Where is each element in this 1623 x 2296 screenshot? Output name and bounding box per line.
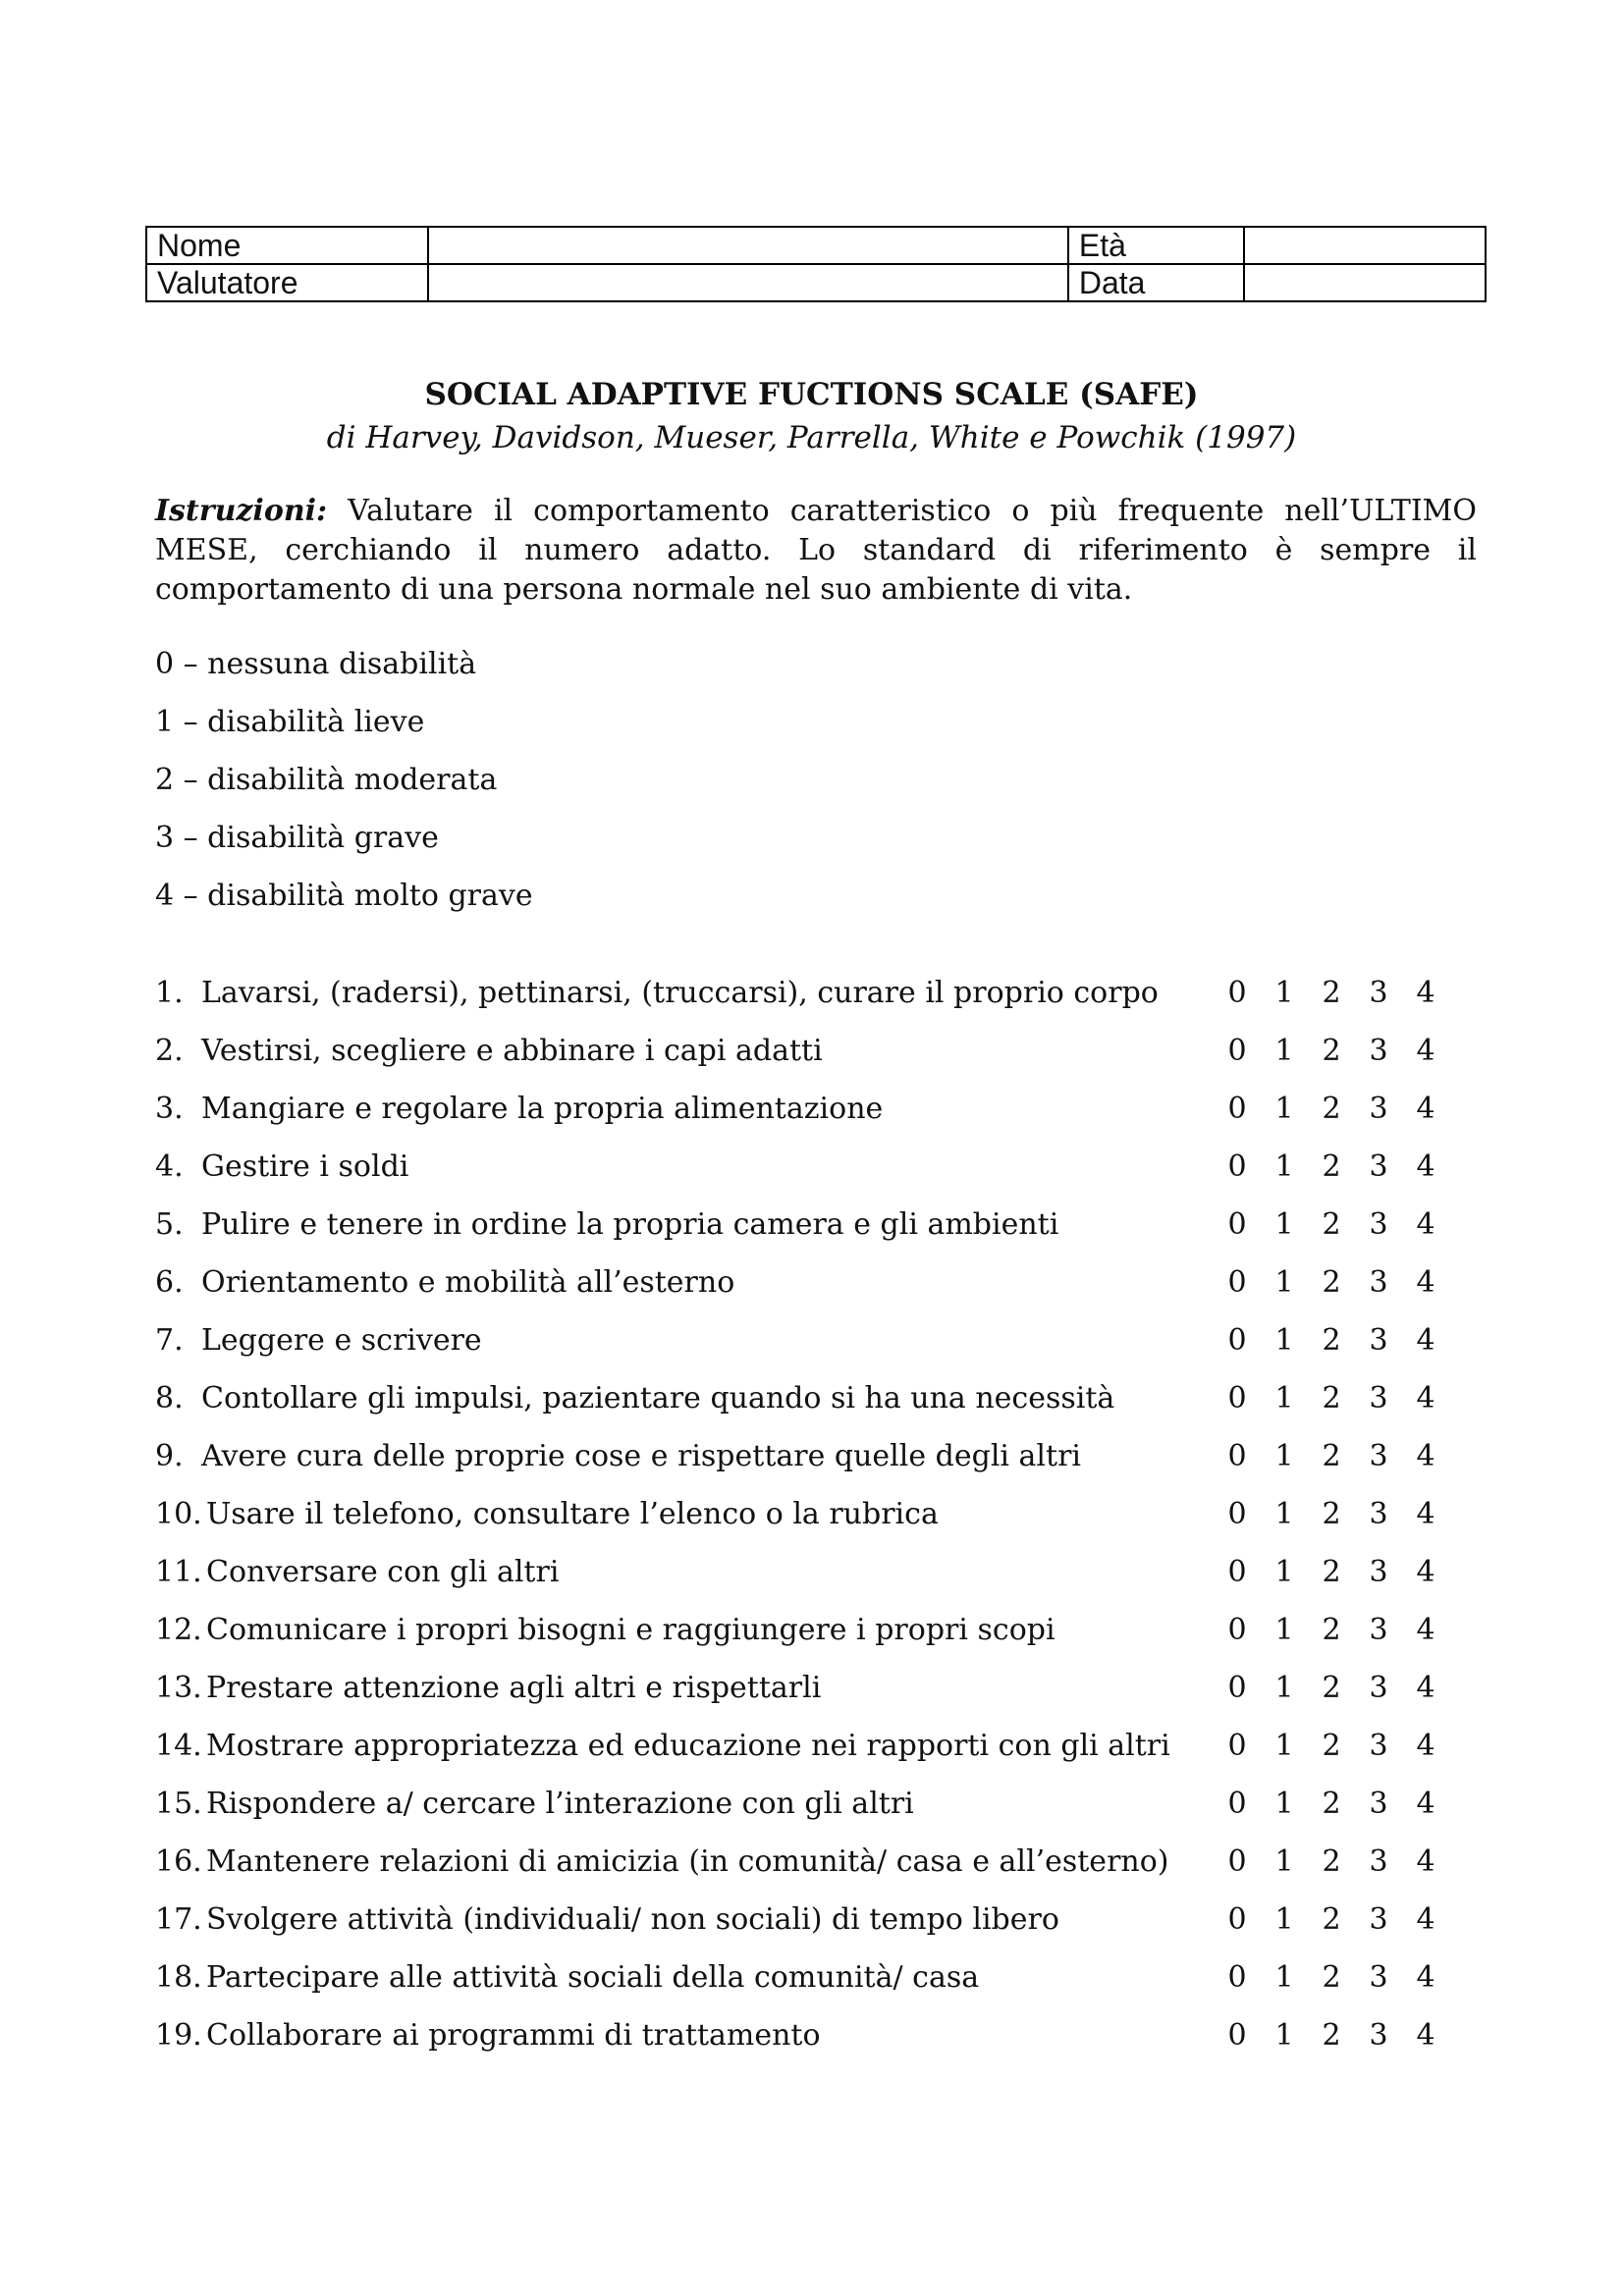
score-option-4[interactable]: 4 — [1416, 1207, 1435, 1242]
list-item — [155, 1611, 1435, 1669]
score-option-0[interactable]: 0 — [1227, 1381, 1247, 1415]
score-option-2[interactable]: 2 — [1322, 1381, 1341, 1415]
score-option-3[interactable]: 3 — [1369, 1844, 1388, 1879]
item-text: Prestare attenzione agli altri e rispettarli — [206, 1671, 822, 1705]
item-text: Gestire i soldi — [201, 1149, 409, 1184]
list-item — [155, 1727, 1435, 1785]
item-text: Orientamento e mobilità all’esterno — [201, 1265, 735, 1300]
score-option-1[interactable]: 1 — [1274, 1092, 1294, 1126]
score-option-1[interactable]: 1 — [1274, 1207, 1294, 1242]
score-option-3[interactable]: 3 — [1369, 1381, 1388, 1415]
nome-label: Nome — [146, 227, 428, 264]
list-item — [155, 1263, 1435, 1321]
score-option-3[interactable]: 3 — [1369, 1960, 1388, 1995]
page-title: SOCIAL ADAPTIVE FUCTIONS SCALE (SAFE) — [424, 377, 1199, 412]
item-text: Pulire e tenere in ordine la propria camera e gli ambienti — [201, 1207, 1059, 1242]
legend-item: 2 – disabilità moderata — [155, 763, 498, 797]
item-number: 1. — [155, 976, 184, 1010]
list-item — [155, 1669, 1435, 1727]
score-option-4[interactable]: 4 — [1416, 1729, 1435, 1763]
score-option-3[interactable]: 3 — [1369, 1323, 1388, 1358]
data-field[interactable] — [1244, 264, 1486, 301]
score-option-4[interactable]: 4 — [1416, 1381, 1435, 1415]
info-row-valutatore — [146, 264, 1486, 301]
score-option-0[interactable]: 0 — [1227, 1439, 1247, 1473]
score-option-0[interactable]: 0 — [1227, 1902, 1247, 1937]
item-text: Svolgere attività (individuali/ non sociali) di tempo libero — [206, 1902, 1059, 1937]
score-option-0[interactable]: 0 — [1227, 1613, 1247, 1647]
list-item — [155, 974, 1435, 1032]
item-number: 7. — [155, 1323, 184, 1358]
score-option-2[interactable]: 2 — [1322, 1787, 1341, 1821]
score-option-4[interactable]: 4 — [1416, 1844, 1435, 1879]
score-option-0[interactable]: 0 — [1227, 1092, 1247, 1126]
score-option-0[interactable]: 0 — [1227, 1729, 1247, 1763]
score-option-0[interactable]: 0 — [1227, 1323, 1247, 1358]
score-option-3[interactable]: 3 — [1369, 1729, 1388, 1763]
score-option-1[interactable]: 1 — [1274, 1439, 1294, 1473]
score-option-3[interactable]: 3 — [1369, 1034, 1388, 1068]
score-option-3[interactable]: 3 — [1369, 1787, 1388, 1821]
list-item — [155, 1900, 1435, 1958]
score-option-3[interactable]: 3 — [1369, 1671, 1388, 1705]
legend-item: 0 – nessuna disabilità — [155, 647, 477, 681]
score-option-1[interactable]: 1 — [1274, 1902, 1294, 1937]
score-option-3[interactable]: 3 — [1369, 1439, 1388, 1473]
item-number: 12. — [155, 1613, 202, 1647]
score-option-4[interactable]: 4 — [1416, 1439, 1435, 1473]
score-option-4[interactable]: 4 — [1416, 1323, 1435, 1358]
item-text: Avere cura delle proprie cose e rispettare quelle degli altri — [201, 1439, 1082, 1473]
score-option-1[interactable]: 1 — [1274, 1613, 1294, 1647]
item-text: Comunicare i propri bisogni e raggiungere i propri scopi — [206, 1613, 1055, 1647]
data-label: Data — [1068, 264, 1244, 301]
nome-field[interactable] — [428, 227, 1068, 264]
score-option-3[interactable]: 3 — [1369, 1497, 1388, 1531]
score-option-4[interactable]: 4 — [1416, 1671, 1435, 1705]
instructions-label: Istruzioni: — [155, 494, 328, 528]
list-item — [155, 1553, 1435, 1611]
score-option-1[interactable]: 1 — [1274, 1960, 1294, 1995]
list-item — [155, 1495, 1435, 1553]
score-option-4[interactable]: 4 — [1416, 1092, 1435, 1126]
score-option-3[interactable]: 3 — [1369, 2018, 1388, 2053]
score-option-4[interactable]: 4 — [1416, 1613, 1435, 1647]
item-text: Rispondere a/ cercare l’interazione con gli altri — [206, 1787, 914, 1821]
title-block — [0, 373, 1623, 459]
rating-legend — [155, 645, 533, 934]
score-option-2[interactable]: 2 — [1322, 1149, 1341, 1184]
score-option-1[interactable]: 1 — [1274, 1729, 1294, 1763]
score-option-1[interactable]: 1 — [1274, 1034, 1294, 1068]
score-option-1[interactable]: 1 — [1274, 1497, 1294, 1531]
instructions — [155, 492, 1477, 610]
item-number: 8. — [155, 1381, 184, 1415]
score-option-4[interactable]: 4 — [1416, 1787, 1435, 1821]
score-option-4[interactable]: 4 — [1416, 1265, 1435, 1300]
page-subtitle: di Harvey, Davidson, Mueser, Parrella, White e Powchik (1997) — [326, 420, 1297, 455]
item-number: 18. — [155, 1960, 202, 1995]
list-item — [155, 1785, 1435, 1842]
score-option-3[interactable]: 3 — [1369, 1265, 1388, 1300]
item-number: 10. — [155, 1497, 202, 1531]
score-option-1[interactable]: 1 — [1274, 1265, 1294, 1300]
score-option-2[interactable]: 2 — [1322, 1092, 1341, 1126]
eta-field[interactable] — [1244, 227, 1486, 264]
score-option-1[interactable]: 1 — [1274, 1381, 1294, 1415]
score-option-0[interactable]: 0 — [1227, 1671, 1247, 1705]
score-option-4[interactable]: 4 — [1416, 1902, 1435, 1937]
item-list — [155, 974, 1435, 2074]
score-option-2[interactable]: 2 — [1322, 1902, 1341, 1937]
list-item — [155, 1090, 1435, 1148]
score-option-0[interactable]: 0 — [1227, 1844, 1247, 1879]
item-text: Leggere e scrivere — [201, 1323, 482, 1358]
item-number: 6. — [155, 1265, 184, 1300]
score-option-4[interactable]: 4 — [1416, 1555, 1435, 1589]
score-option-1[interactable]: 1 — [1274, 2018, 1294, 2053]
legend-item: 3 – disabilità grave — [155, 821, 439, 855]
score-option-2[interactable]: 2 — [1322, 1613, 1341, 1647]
score-option-2[interactable]: 2 — [1322, 1497, 1341, 1531]
item-number: 9. — [155, 1439, 184, 1473]
score-option-0[interactable]: 0 — [1227, 1497, 1247, 1531]
score-option-2[interactable]: 2 — [1322, 1265, 1341, 1300]
score-option-2[interactable]: 2 — [1322, 1323, 1341, 1358]
list-item — [155, 1379, 1435, 1437]
item-text: Conversare con gli altri — [206, 1555, 560, 1589]
score-option-3[interactable]: 3 — [1369, 1092, 1388, 1126]
patient-info-table — [145, 226, 1487, 302]
score-option-0[interactable]: 0 — [1227, 1265, 1247, 1300]
item-text: Mantenere relazioni di amicizia (in comunità/ casa e all’esterno) — [206, 1844, 1169, 1879]
score-option-0[interactable]: 0 — [1227, 1960, 1247, 1995]
list-item — [155, 1148, 1435, 1205]
item-number: 2. — [155, 1034, 184, 1068]
score-option-3[interactable]: 3 — [1369, 1902, 1388, 1937]
score-option-4[interactable]: 4 — [1416, 1960, 1435, 1995]
legend-item: 1 – disabilità lieve — [155, 705, 425, 739]
item-number: 15. — [155, 1787, 202, 1821]
score-option-4[interactable]: 4 — [1416, 976, 1435, 1010]
item-number: 16. — [155, 1844, 202, 1879]
valutatore-field[interactable] — [428, 264, 1068, 301]
score-option-2[interactable]: 2 — [1322, 2018, 1341, 2053]
list-item — [155, 1437, 1435, 1495]
score-option-1[interactable]: 1 — [1274, 1787, 1294, 1821]
score-option-3[interactable]: 3 — [1369, 1555, 1388, 1589]
eta-label: Età — [1068, 227, 1244, 264]
instructions-text: Valutare il comportamento caratteristico o più frequente nell’ULTIMO MESE, cerchiando il numero adatto. Lo standard di riferimento è sempre il comportamento di una persona normale nel suo ambiente di vita. — [155, 494, 1477, 607]
score-option-1[interactable]: 1 — [1274, 1555, 1294, 1589]
score-option-2[interactable]: 2 — [1322, 1207, 1341, 1242]
score-option-2[interactable]: 2 — [1322, 1729, 1341, 1763]
score-option-2[interactable]: 2 — [1322, 1960, 1341, 1995]
item-text: Mostrare appropriatezza ed educazione nei rapporti con gli altri — [206, 1729, 1170, 1763]
item-text: Mangiare e regolare la propria alimentazione — [201, 1092, 884, 1126]
score-option-1[interactable]: 1 — [1274, 1323, 1294, 1358]
score-option-4[interactable]: 4 — [1416, 2018, 1435, 2053]
item-number: 13. — [155, 1671, 202, 1705]
score-option-3[interactable]: 3 — [1369, 1149, 1388, 1184]
score-option-2[interactable]: 2 — [1322, 976, 1341, 1010]
score-option-0[interactable]: 0 — [1227, 1034, 1247, 1068]
list-item — [155, 1958, 1435, 2016]
score-option-1[interactable]: 1 — [1274, 1671, 1294, 1705]
valutatore-label: Valutatore — [146, 264, 428, 301]
score-option-2[interactable]: 2 — [1322, 1439, 1341, 1473]
item-number: 5. — [155, 1207, 184, 1242]
item-number: 19. — [155, 2018, 202, 2053]
score-option-0[interactable]: 0 — [1227, 976, 1247, 1010]
item-text: Contollare gli impulsi, pazientare quando si ha una necessità — [201, 1381, 1115, 1415]
list-item — [155, 2016, 1435, 2074]
item-text: Usare il telefono, consultare l’elenco o la rubrica — [206, 1497, 939, 1531]
info-row-nome — [146, 227, 1486, 264]
score-option-4[interactable]: 4 — [1416, 1149, 1435, 1184]
list-item — [155, 1321, 1435, 1379]
score-option-1[interactable]: 1 — [1274, 1844, 1294, 1879]
item-number: 4. — [155, 1149, 184, 1184]
item-number: 14. — [155, 1729, 202, 1763]
item-text: Vestirsi, scegliere e abbinare i capi adatti — [201, 1034, 823, 1068]
score-option-3[interactable]: 3 — [1369, 976, 1388, 1010]
item-text: Collaborare ai programmi di trattamento — [206, 2018, 821, 2053]
score-option-3[interactable]: 3 — [1369, 1207, 1388, 1242]
item-number: 3. — [155, 1092, 184, 1126]
score-option-4[interactable]: 4 — [1416, 1034, 1435, 1068]
list-item — [155, 1205, 1435, 1263]
list-item — [155, 1032, 1435, 1090]
score-option-1[interactable]: 1 — [1274, 976, 1294, 1010]
score-option-0[interactable]: 0 — [1227, 2018, 1247, 2053]
list-item — [155, 1842, 1435, 1900]
item-text: Partecipare alle attività sociali della comunità/ casa — [206, 1960, 980, 1995]
item-number: 17. — [155, 1902, 202, 1937]
score-option-2[interactable]: 2 — [1322, 1844, 1341, 1879]
score-option-4[interactable]: 4 — [1416, 1497, 1435, 1531]
score-option-2[interactable]: 2 — [1322, 1671, 1341, 1705]
score-option-3[interactable]: 3 — [1369, 1613, 1388, 1647]
score-option-2[interactable]: 2 — [1322, 1034, 1341, 1068]
item-text: Lavarsi, (radersi), pettinarsi, (truccarsi), curare il proprio corpo — [201, 976, 1159, 1010]
legend-item: 4 – disabilità molto grave — [155, 879, 533, 913]
item-number: 11. — [155, 1555, 202, 1589]
score-option-0[interactable]: 0 — [1227, 1787, 1247, 1821]
score-option-0[interactable]: 0 — [1227, 1149, 1247, 1184]
score-option-0[interactable]: 0 — [1227, 1555, 1247, 1589]
score-option-0[interactable]: 0 — [1227, 1207, 1247, 1242]
score-option-2[interactable]: 2 — [1322, 1555, 1341, 1589]
score-option-1[interactable]: 1 — [1274, 1149, 1294, 1184]
